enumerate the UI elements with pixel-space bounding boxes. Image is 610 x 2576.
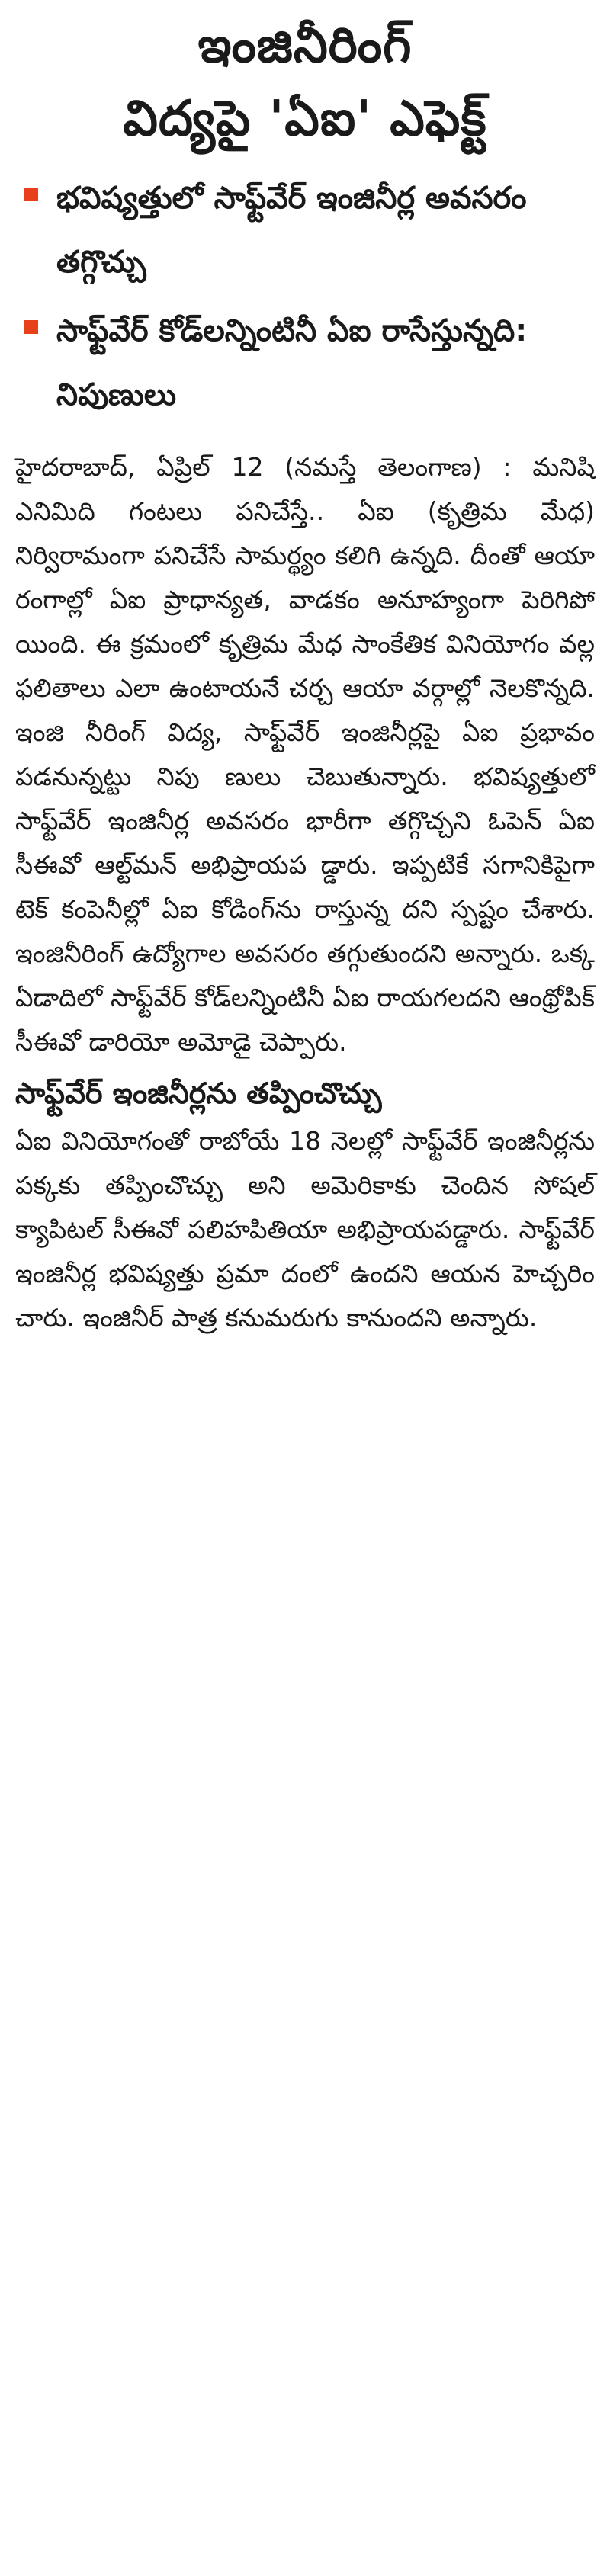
headline [15,9,595,156]
body-paragraph-1: హైదరాబాద్, ఏప్రిల్ 12 (నమస్తే తెలంగాణ) : మనిషి ఎనిమిది గంటలు పనిచేస్తే.. ఏఐ (కృత్రిమ మేధ) నిర్విరామంగా పనిచేసే సామర్థ్యం కలిగి ఉన్నది. దీంతో ఆయా రంగాల్లో ఏఐ ప్రాధాన్యత, వాడకం అనూహ్యంగా పెరిగిపో యింది. ఈ క్రమంలో కృత్రిమ మేధ సాంకేతిక వినియోగం వల్ల ఫలితాలు ఎలా ఉంటాయనే చర్చ ఆయా వర్గాల్లో నెలకొన్నది. ఇంజి నీరింగ్ విద్య, సాఫ్ట్‌వేర్ ఇంజినీర్లపై ఏఐ ప్రభావం పడనున్నట్టు నిపు ణులు చెబుతున్నారు. భవిష్యత్తులో సాఫ్ట్‌వేర్ ఇంజినీర్ల అవసరం భారీగా తగ్గొచ్చని ఓపెన్ ఏఐ సీఈవో ఆల్ట్‌మన్ అభిప్రాయప డ్డారు. ఇప్పటికే సగానికిపైగా టెక్ కంపెనీల్లో ఏఐ కోడింగ్‌ను రాస్తున్న దని స్పష్టం చేశారు. ఇంజినీరింగ్ ఉద్యోగాల అవసరం తగ్గుతుందని అన్నారు. ఒక్క ఏడాదిలో సాఫ్ట్‌వేర్ కోడ్‌లన్నింటినీ ఏఐ రాయగలదని ఆంథ్రోపిక్ సీఈవో డారియో అమోడై చెప్పారు. [15,452,595,1057]
bullet-square-icon [24,320,38,334]
headline-line-1: ఇంజినీరింగ్ [197,18,413,74]
bullet-square-icon [24,188,38,201]
subheading: సాఫ్ట్‌వేర్ ఇంజినీర్లను తప్పించొచ్చు [15,1076,382,1110]
bullet-text: భవిష్యత్తులో సాఫ్ట్‌వేర్ ఇంజినీర్ల అవసరం తగ్గొచ్చు [56,181,527,280]
headline-line-2: విద్యపై 'ఏఐ' ఎఫెక్ట్ [123,91,487,147]
highlight-bullet [15,299,595,427]
bullet-text: సాఫ్ట్‌వేర్ కోడ్‌లన్నింటినీ ఏఐ రాసేస్తున్నది: నిపుణులు [56,313,528,412]
highlight-bullets [15,166,595,427]
body-paragraph-2: ఏఐ వినియోగంతో రాబోయే 18 నెలల్లో సాఫ్ట్‌వేర్ ఇంజినీర్లను పక్కకు తప్పించొచ్చు అని అమెరికాకు చెందిన సోషల్ క్యాపిటల్ సీఈవో పలిహపితియా అభిప్రాయపడ్డారు. సాఫ్ట్‌వేర్ ఇంజినీర్ల భవిష్యత్తు ప్రమా దంలో ఉందని ఆయన హెచ్చరిం చారు. ఇంజినీర్ పాత్ర కనుమరుగు కానుందని అన్నారు. [15,1126,595,1333]
highlight-bullet [15,166,595,294]
